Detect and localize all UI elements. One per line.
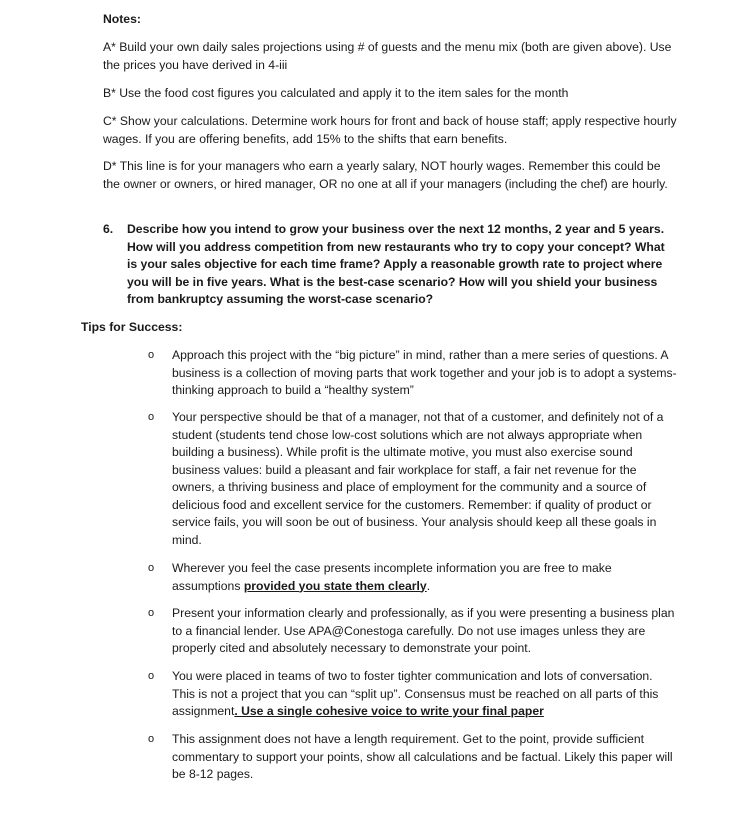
emphasis-text: provided you state them clearly <box>243 578 427 593</box>
tip-text: Approach this project with the “big picture” in mind, rather than a mere series of questions. A business is a collection of moving parts that work together and your job is to adopt a systems-thinking approach to build a “healthy system” <box>172 348 677 397</box>
tip-text-pre: You were placed in teams of two to foster tighter communication and lots of conversation. This is not a project that you can “split up”. Consensus must be reached on all parts of this assignment <box>172 669 659 718</box>
tip-text: This assignment does not have a length requirement. Get to the point, provide sufficient commentary to support your points, show all calculations and be factual. Likely this paper will be 8-12 pages. <box>172 732 673 781</box>
note-d: D* This line is for your managers who earn a yearly salary, NOT hourly wages. Remember this could be the owner or owners, or hired manager, OR no one at all if your managers (including the chef) are hourly. <box>103 159 668 191</box>
bullet-icon: o <box>148 607 155 619</box>
tip-item <box>148 668 678 721</box>
tip-item <box>148 605 678 658</box>
bullet-icon: o <box>148 670 155 682</box>
question-text: Describe how you intend to grow your business over the next 12 months, 2 year and 5 years. How will you address competition from new restaurants who try to copy your concept? What is your sales objective for each time frame? Apply a reasonable growth rate to project where you will be in five years. What is the best-case scenario? How will you shield your business from bankruptcy assuming the worst-case scenario? <box>127 222 665 306</box>
tip-item <box>148 409 678 549</box>
bullet-icon: o <box>148 411 155 423</box>
bullet-icon: o <box>148 349 155 361</box>
note-c: C* Show your calculations. Determine work hours for front and back of house staff; apply respective hourly wages. If you are offering benefits, add 15% to the shifts that earn benefits. <box>103 114 677 146</box>
question-6 <box>103 221 678 309</box>
bullet-icon: o <box>148 733 155 745</box>
tip-text-post: . <box>426 578 431 593</box>
tip-text-pre: Wherever you feel the case presents incomplete information you are free to make assumptions <box>172 561 612 593</box>
notes-heading: Notes: <box>103 12 141 26</box>
note-a: A* Build your own daily sales projections using # of guests and the menu mix (both are given above). Use the prices you have derived in 4-iii <box>103 40 672 72</box>
tip-text <box>172 560 678 595</box>
tip-text: Present your information clearly and professionally, as if you were presenting a business plan to a financial lender. Use APA@Conestoga carefully. Do not use images unless they are properly cited and absolutely necessary to demonstrate your point. <box>172 606 675 655</box>
tip-text: Your perspective should be that of a manager, not that of a customer, and definitely not of a student (students tend chose low-cost solutions which are not always appropriate when building a business). While profit is the ultimate motive, you must also exercise sound business values: build a pleasant and fair workplace for staff, a fair net revenue for the owners, a thriving business and place of employment for the community and a source of delicious food and excellent service for the customers. Remember: if quality of product or service fails, you will soon be out of business. Your analysis should keep all these goals in mind. <box>172 410 664 547</box>
bullet-icon: o <box>148 562 155 574</box>
tip-item <box>148 731 678 784</box>
tips-heading: Tips for Success: <box>81 320 183 334</box>
note-b: B* Use the food cost figures you calculated and apply it to the item sales for the month <box>103 86 569 100</box>
emphasis-text: . Use a single cohesive voice to write your final paper <box>234 704 544 718</box>
tip-text <box>172 668 678 721</box>
tip-item <box>148 560 678 595</box>
question-number: 6. <box>103 222 114 236</box>
tip-item <box>148 347 678 400</box>
